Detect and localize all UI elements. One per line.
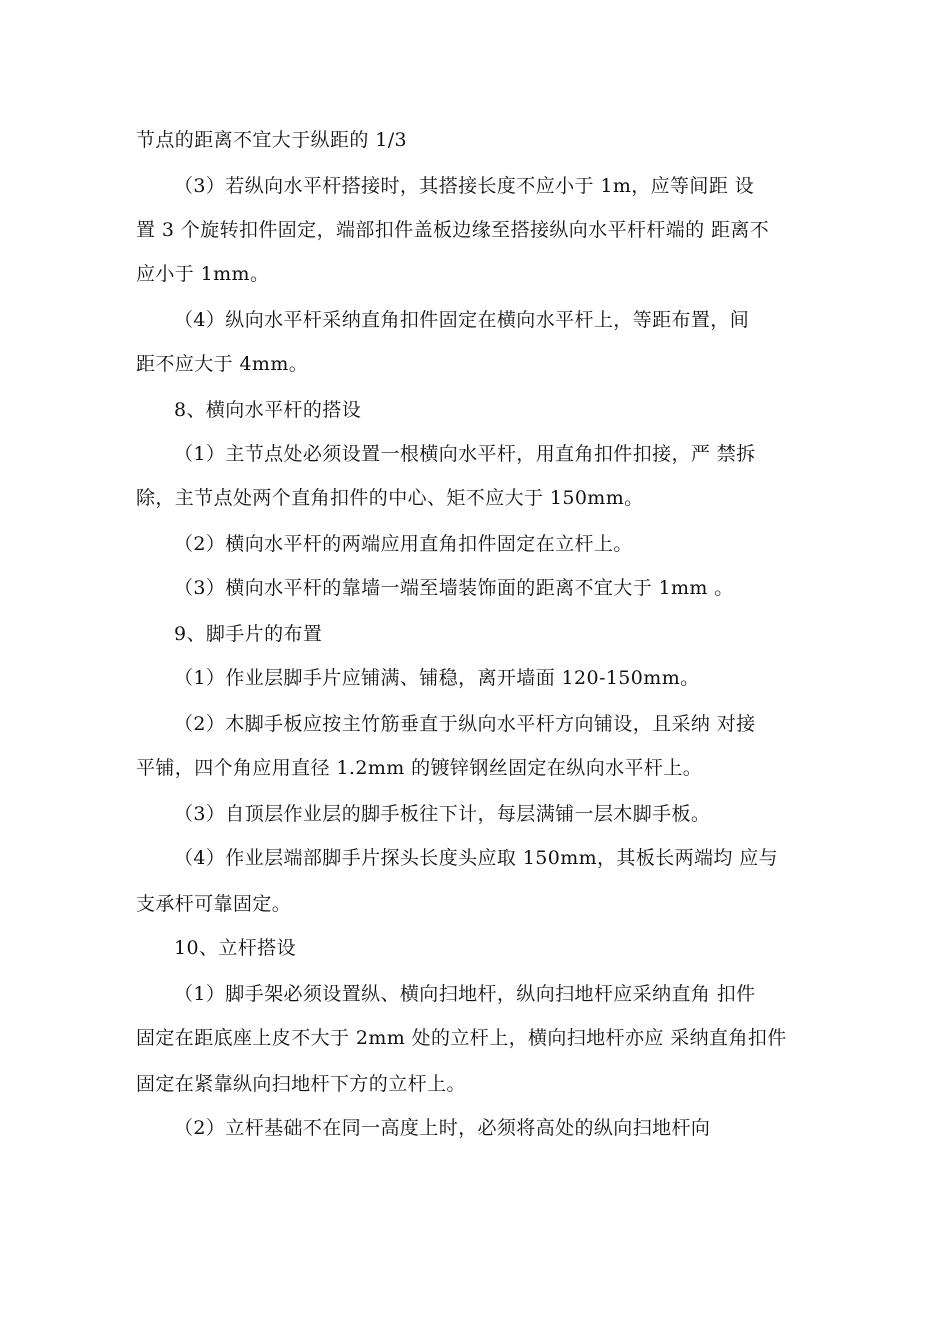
section-heading: 8、横向水平杆的搭设 <box>174 399 362 421</box>
text-line: 固定在距底座上皮不大于 2mm 处的立杆上，横向扫地杆亦应 采纳直角扣件 <box>136 1027 787 1049</box>
text-line: 应小于 1mm。 <box>136 263 270 285</box>
text-line: （2）横向水平杆的两端应用直角扣件固定在立杆上。 <box>174 533 633 555</box>
text-line: （1）作业层脚手片应铺满、铺稳，离开墙面 120-150mm。 <box>174 667 700 689</box>
text-line: （3）若纵向水平杆搭接时，其搭接长度不应小于 1m，应等间距 设 <box>174 175 755 197</box>
text-line: 节点的距离不宜大于纵距的 1/3 <box>136 129 408 151</box>
text-line: 固定在紧靠纵向扫地杆下方的立杆上。 <box>136 1073 466 1095</box>
text-line: 支承杆可靠固定。 <box>136 893 292 915</box>
text-line: （3）横向水平杆的靠墙一端至墙装饰面的距离不宜大于 1mm 。 <box>174 577 734 599</box>
text-line: （1）主节点处必须设置一根横向水平杆，用直角扣件扣接，严 禁拆 <box>174 443 756 465</box>
text-line: （2）立杆基础不在同一高度上时，必须将高处的纵向扫地杆向 <box>174 1117 711 1139</box>
text-line: 距不应大于 4mm。 <box>136 353 309 375</box>
text-line: （2）木脚手板应按主竹筋垂直于纵向水平杆方向铺设，且采纳 对接 <box>174 713 756 735</box>
text-line: 平铺，四个角应用直径 1.2mm 的镀锌钢丝固定在纵向水平杆上。 <box>136 757 703 779</box>
document-page <box>136 0 826 1344</box>
text-line: 除，主节点处两个直角扣件的中心、矩不应大于 150mm。 <box>136 487 644 509</box>
section-heading: 9、脚手片的布置 <box>174 623 323 645</box>
text-line: （4）作业层端部脚手片探头长度头应取 150mm，其板长两端均 应与 <box>174 847 779 869</box>
text-line: （3）自顶层作业层的脚手板往下计，每层满铺一层木脚手板。 <box>174 803 711 825</box>
text-line: （4）纵向水平杆采纳直角扣件固定在横向水平杆上，等距布置，间 <box>174 309 750 331</box>
text-line: 置 3 个旋转扣件固定，端部扣件盖板边缘至搭接纵向水平杆杆端的 距离不 <box>136 219 770 241</box>
text-line: （1）脚手架必须设置纵、横向扫地杆，纵向扫地杆应采纳直角 扣件 <box>174 983 756 1005</box>
section-heading: 10、立杆搭设 <box>174 937 296 959</box>
